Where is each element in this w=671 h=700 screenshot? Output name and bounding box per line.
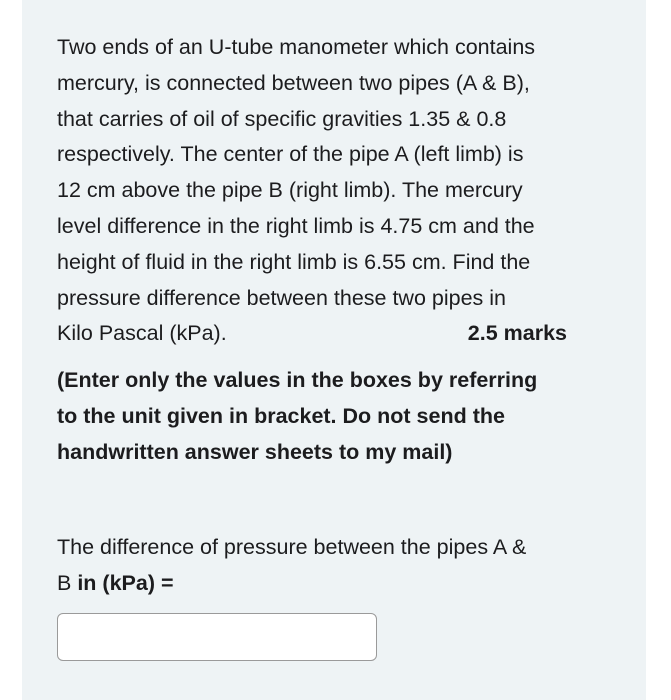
question-line: Two ends of an U-tube manometer which contains: [57, 35, 536, 59]
question-line: that carries of oil of specific gravities 1.35 & 0.8: [57, 106, 507, 131]
question-last-line: [57, 316, 567, 352]
answer-prompt: [57, 530, 617, 602]
answer-unit-label: in (kPa) =: [77, 570, 174, 595]
marks-label: 2.5 marks: [467, 321, 567, 346]
instruction-line: handwritten answer sheets to my mail): [57, 439, 453, 464]
instruction-line: to the unit given in bracket. Do not send the: [57, 403, 505, 428]
question-line: pressure difference between these two pipes in: [57, 285, 506, 310]
question-line: 12 cm above the pipe B (right limb). The mercury: [57, 178, 523, 203]
question-line: height of fluid in the right limb is 6.55 cm. Find the: [57, 249, 531, 274]
instruction-line: (Enter only the values in the boxes by referring: [57, 368, 538, 392]
answer-prompt-prefix: B: [57, 570, 78, 595]
answer-input[interactable]: [57, 613, 377, 661]
answer-prompt-line: The difference of pressure between the pipes A &: [57, 535, 527, 559]
question-text: [57, 30, 617, 352]
question-line: Kilo Pascal (kPa).: [57, 321, 227, 346]
question-line: level difference in the right limb is 4.75 cm and the: [57, 213, 535, 238]
question-line: respectively. The center of the pipe A (left limb) is: [57, 142, 524, 167]
instruction-text: [57, 363, 617, 470]
answer-prompt-line: [57, 566, 617, 602]
question-line: mercury, is connected between two pipes (A & B),: [57, 70, 530, 95]
